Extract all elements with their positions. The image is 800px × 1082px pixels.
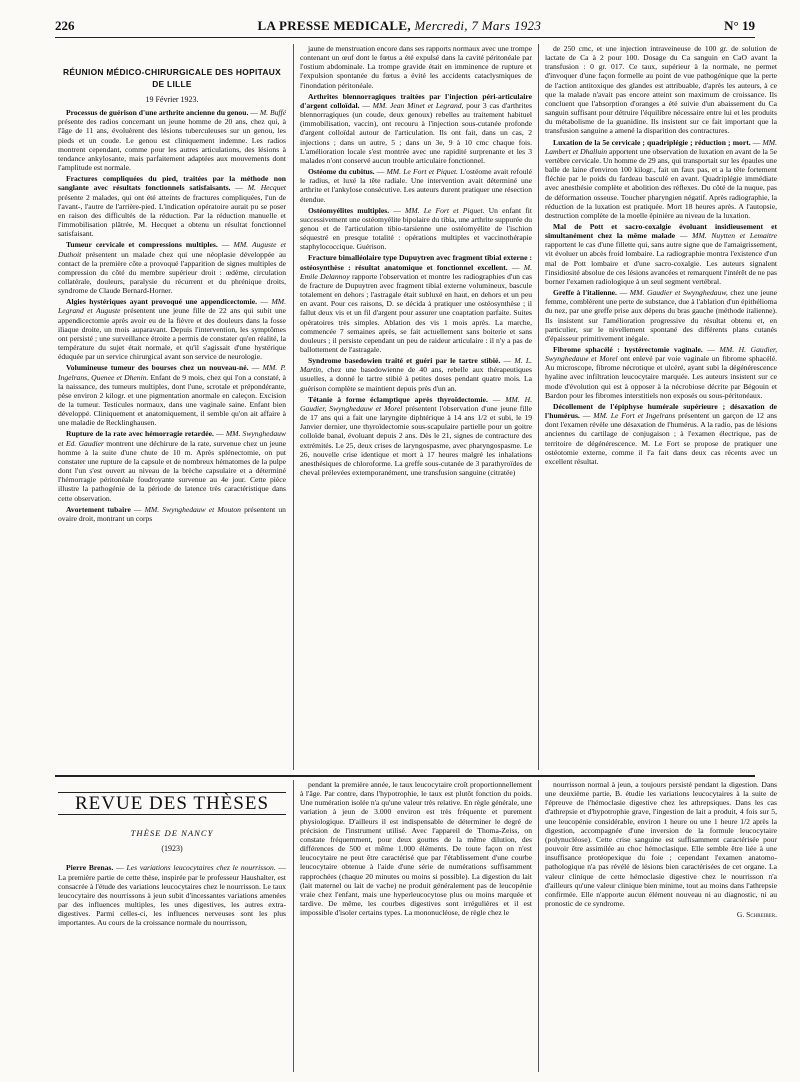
article-paragraph: Fibrome sphacélé : hystérectomie vaginale. — MM. H. Gaudier, Swynghedauw et Morel ont enlevé par voie vaginale un fibrome sphacélé. Au microscope, fibrome nécrotique et ulcéré, ayant subi la dégénérescence hyaline avec infiltration leucocytaire marquée. Les auteurs insistent sur ce mode d'évolution qui est à opposer à la nécrobiose décrite par Bégouin et Bardon pour les fibromes interstitiels non exposés ou sous-péritonéaux. [545,345,777,400]
article-paragraph: Pierre Brenas. — Les variations leucocytaires chez le nourrisson. — La première partie de cette thèse, inspirée par le professeur Haushalter, est consacrée à l'étude des variations leucocytaires chez le nourrisson. Le taux leucocytaire des nourrissons à jeun subit d'incessantes variations amenées par des influences multiples, les unes digestives, les autres extra-digestives. Parmi celles-ci, les influences nerveuses sont les plus importantes. Au cours de la croissance normale du nourrisson, [58,863,286,928]
article-paragraph: Volumineuse tumeur des bourses chez un nouveau-né. — MM. P. Ingelrans, Quenee et Dhenin. Enfant de 9 mois, chez qui l'on a constaté, à la naissance, des tumeurs multiples, dont l'une, scrotale et prépondérante, pèse environ 2 kilogr. et une pigmentation anormale en caleçon. Excision de la tumeur. Testicules normaux, dans une vaginale saine. Enfant bien développé. Cliniquement et anatomiquement, il semble qu'on ait affaire à une maladie de Recklinghausen. [58,363,286,428]
paragraph-list [58,108,286,523]
article-heading: Pierre Brenas. [66,863,114,873]
article-authors: M. L. Martin, [300,356,532,375]
section-title: RÉUNION MÉDICO-CHIRURGICALE DES HOPITAUX DE LILLE [63,67,281,89]
article-body: pendant la première année, le taux leucocytaire croît proportionnellement à l'âge. Par contre, dans l'hypotrophie, le taux est plutôt fonction du poids. Une numération isolée n'a qu'une valeur très relative. En règle générale, une variation à jeun de 3.000 environ est très fréquente et purement physiologique. D'ailleurs il est indispensable de déterminer le degré de précision de l'instrument utilisé. Avec l'appareil de Thoma-Zeiss, on constate fréquemment, pour deux gouttes de la même dilution, des différences de 500 et même 1.000 éléments. De toute façon on n'est leucocytaire ne peut être caractérisé que par l'établissement d'une courbe leucocytaire obtenue à l'aide d'une série de numérations suffisamment rapprochées (chaque 20 minutes ou moins si possible). La digestion du lait (lait maternel ou lait de vache) ne produit généralement pas de leucopénie vraie chez l'enfant, mais une hyperleucocytose plus ou moins marquée et tardive. De même, les courbes digestives sont irrégulières et il est impossible d'isoler certains types. La mononucléose, de règle chez le [300,780,532,918]
journal-name: LA PRESSE MEDICALE, [257,18,411,33]
these-year: (1923) [161,844,183,854]
article-heading: Fractures compliquées du pied, traitées par la méthode non sanglante avec résultats fonctionnels satisfaisants. [58,174,286,193]
article-authors: MM. Le Fort et Piquet. [405,205,485,215]
article-heading: Ostéomyélites multiples. [308,205,390,215]
article-body: présentent l'observation d'une jeune fille de 17 ans qui a fait une laryngite diphtérique à 14 ans 1/2 et subi, le 19 Janvier dernier, une thyroïdectomie sous-scapulaire partielle pour un goitre colloïde banal, évoluant depuis 2 ans. Dès le 21, signes de contracture des extrémités. Le 25, deux crises de laryngospasme, avec pharyngospasme. Le 26, nouvelle crise identique et mort à 17 heures malgré les inhalations anesthésiques de chloroforme. La greffe sous-cutanée de 3 parathyroïdes de cheval prélevées extemporanément, une transfusion sanguine (citratée) [300,403,532,478]
article-body: montrent une déchirure de la rate, survenue chez un jeune homme à la suite d'une chute de 10 m. Après splénectomie, on put constater une rupture de la capsule et de nombreux hématomes de la pulpe dont l'un s'est ouvert au niveau de la brèche capsulaire et a déterminé l'hémorragie péritonéale foudroyante survenue au 4e jour. Cette pièce illustre la pathogénie de la période de latence très caractéristique dans cette observation. [58,438,286,503]
article-authors: MM. Legrand et Auguste [58,297,286,316]
article-authors: M. Hecquet [247,183,286,193]
article-authors: MM. Nuytten et Lemaitre [692,231,777,241]
article-body: rapportent le cas d'une fillette qui, sans autre signe que de l'amaigrissement, vit évoluer un abcès froid lombaire. La radiographie montra l'existence d'un mal de Pott lombaire et d'une sacro-coxalgie. Les auteurs signalent l'insidiosité absolue de ces lésions avancées et remarquent l'intérêt de ne pas borner l'examen radiologique à un seul segment vertébral. [545,240,777,286]
article-paragraph: Arthrites blennorragiques traitées par l'injection péri-articulaire d'argent colloïdal. — MM. Jean Minet et Legrand, pour 3 cas d'arthrites blennorragiques (un coude, deux genoux) rebelles au traitement habituel (immobilisation, vaccin), ont recouru à l'injection sous-cutanée profonde d'argent colloïdal autour de l'articulation. Ils ont fait, dans un cas, 2 injections ; dans un autre, 5 ; dans un 3e, 9 à 10 cmc chaque fois. L'amélioration locale s'est montrée avec une rapidité surprenante et les 3 malades n'ont conservé aucun trouble articulaire fonctionnel. [300,91,532,165]
article-heading: Greffe à l'italienne. [553,288,617,298]
article-body: nourrisson normal à jeun, a toujours persisté pendant la digestion. Dans une deuxième partie, B. étudie les variations leucocytaires à la suite de l'épreuve de l'hémoclasie digestive chez les athrepsiques. Dans les cas d'athrepsie et d'hypotrophie grave, l'ingestion de lait a produit, 4 fois sur 5, une leucopénie considérable, environ 1 heure ou une 1 heure 1/2 après la digestion, accompagnée d'une inversion de la formule leucocytaire (polynucléose). Cette crise sanguine est suffisamment caractérisée pour pouvoir être assimilée au choc hémoclasique. Elle semble être liée à une insuffisance protéopexique du foie ; cependant l'examen anatomo-pathologique n'a pas révélé de lésions bien caractérisées de cet organe. La valeur clinique de cette hémoclasie digestive chez le nourrisson n'a d'ailleurs qu'une valeur clinique bien minime, tout au moins dans l'athrepsie confirmée. Elle n'apporte aucun élément nouveau ni au diagnostic, ni au pronostic de ce syndrome. [545,780,777,909]
article-authors: Les variations leucocytaires chez le nourrisson. [126,863,276,873]
article-paragraph [545,780,777,908]
article-paragraph: Tumeur cervicale et compressions multiples. — MM. Auguste et Duthoit présentent un malade chez qui une néoplasie développée au contact de la première côte a provoqué l'apparition de signes multiples de compression du côté du membre supérieur droit : œdème, circulation collatérale, douleurs, paralysie du récurrent et du phrénique droits, syndrome de Claude Bernard-Horner. [58,240,286,296]
article-body: présente 2 malades, qui ont été atteints de fractures compliquées, l'un de l'avant-, l'autre de l'arrière-pied. L'indication opératoire aurait pu se poser en raison des difficultés de la réduction. Par la réduction manuelle et l'immobilisation plâtrée, M. Hecquet a obtenu un résultat fonctionnel satisfaisant. [58,192,286,239]
running-header [55,14,755,38]
article-heading: Syndrome basedowien traité et guéri par le tartre stibié. [308,356,501,366]
column-rule [293,780,294,1072]
signature: G. Schreiber. [736,910,777,920]
article-heading: Avortement tubaire [66,504,131,514]
article-authors: MM. Le Fort et Piquet. [386,167,458,177]
article-heading: Arthrites blennorragiques traitées par l'injection péri-articulaire d'argent colloïdal. [300,91,532,110]
article-authors: MM. Swynghedauw et Ed. Gaudier [58,429,286,448]
article-body: Un enfant fit successivement une ostéomyélite bipolaire du tibia, une arthrite suppurée du genou et de l'articulation tibio-tarsienne une ostéomyélite de l'ischion séquestré en presque totalité : opérations multiples et vaccinothérapie staphylococcique. Guérison. [300,205,532,252]
article-heading: Algies hystériques ayant provoqué une appendicectomie. [66,297,257,307]
article-body: rapporte l'observation et montre les radiographies d'un cas de fracture de Dupuytren avec fragment tibial externe volumineux, bascule totalement en dehors ; l'astragale était subluxé en haut, en dehors et un peu en avant. Pour ces raisons, D. se décida à pratiquer une ostéosynthèse ; il fallut deux vis et un fil d'argent pour assurer une coaptation parfaite. Suites opératoires très simples. Ablation des vis 1 mois après. La marche, commencée 7 semaines après, se fait actuellement sans boiterie et sans douleurs ; il persiste cependant un peu de raideur articulaire : il n'y a pas de ballottement de l'astragale. [300,271,532,354]
paragraph-list [545,780,777,908]
article-body: présentent une jeune fille de 22 ans qui subit une appendicectomie après avoir eu de la fièvre et des douleurs dans la fosse iliaque droite, un mois auparavant. Depuis l'intervention, les symptômes ont persisté ; une surveillance étroite a permis de constater qu'en réalité, la température du sujet était normale, et qu'il s'agissait d'une hystérique éduquée par un service chirurgical avant son service de neurologie. [58,306,286,362]
article-paragraph: Ostéome du cubitus. — MM. Le Fort et Piquet. L'ostéome avait refoulé le radius, et luxé la tête radiale. Une intervention avait déterminé une arthrite et l'ankylose consécutive. Les auteurs durent pratiquer une résection étendue. [300,167,532,204]
article-heading: Rupture de la rate avec hémorragie retardée. [66,429,214,439]
page-number: 226 [55,18,75,33]
column-rule [538,780,539,1072]
issue-number: N° 19 [724,18,755,33]
article-authors: MM. H. Gaudier, Swynghedauw et Morel [545,345,777,364]
article-paragraph: Luxation de la 5e cervicale ; quadriplégie ; réduction ; mort. — MM. Lambert et Dhalluin apportent une observation de luxation en avant de la 5e vertèbre cervicale. Un homme de 29 ans, qui transportait sur les épaules une balle de laine d'environ 100 kilogr., fait un faux pas, et a la tête fortement fléchie par le poids du fardeau basculé en avant. Quadriplégie immédiate avec anesthésie complète et abolition des réflexes. Du côté de la nuque, pas de déformation osseuse. Toucher pharyngien négatif. Après radiographie, la réduction de la luxation est pratiquée. Mort 18 heures après. A l'autopsie, destruction complète de la moelle épinière au niveau de la luxation. [545,137,777,220]
column-3 [545,44,777,770]
issue-date: Mercredi, 7 Mars 1923 [414,18,542,33]
article-body: — La première partie de cette thèse, inspirée par le professeur Haushalter, est consacrée à l'étude des variations leucocytaires chez le nourrisson. Le taux leucocytaire des nourrissons à jeun subit d'incessantes variations amenées par des influences multiples, les unes digestives, les autres extra-digestives. Parmi celles-ci, les influences nerveuses sont les plus importantes. Au cours de la croissance normale du nourrisson, [58,863,286,928]
article-paragraph [300,780,532,917]
article-paragraph: Rupture de la rate avec hémorragie retardée. — MM. Swynghedauw et Ed. Gaudier montrent une déchirure de la rate, survenue chez un jeune homme à la suite d'une chute de 10 m. Après splénectomie, on put constater une rupture de la capsule et de nombreux hématomes de la pulpe dont l'un s'est ouvert au niveau de la brèche capsulaire et a déterminé l'hémorragie péritonéale foudroyante survenue au 4e jour. Cette pièce illustre la pathogénie de la période de latence très caractéristique dans cette observation. [58,429,286,503]
article-body: chez une jeune femme, comblèrent une perte de substance, due à l'ablation d'un épithélioma du nez, par une greffe prise aux dépens du bras gauche (méthode italienne). Ils insistent sur l'amélioration progressive du résultat obtenu et, en particulier, sur le nivellement spontané des différents plans cutanés d'épaisseur primitivement inégale. [545,288,777,343]
article-paragraph: Algies hystériques ayant provoqué une appendicectomie. — MM. Legrand et Auguste présentent une jeune fille de 22 ans qui subit une appendicectomie après avoir eu de la fièvre et des douleurs dans la fosse iliaque droite, un mois auparavant. Depuis l'intervention, les symptômes ont persisté ; une surveillance étroite a permis de constater qu'en réalité, la température du sujet était normale, et qu'il s'agissait d'une hystérique éduquée par un service chirurgical avant son service de neurologie. [58,297,286,362]
article-paragraph: Avortement tubaire — MM. Swynghedauw et Mouton présentent un ovaire droit, montrant un corps [58,504,286,523]
article-heading: Volumineuse tumeur des bourses chez un nouveau-né. [66,363,249,373]
article-heading: Tétanie à forme éclamptique après thyroïdectomie. [308,394,488,404]
article-authors: MM. Gaudier et Swynghedauw, [629,288,728,298]
article-body: présentent un ovaire droit, montrant un corps [58,504,286,523]
article-authors: MM. Lambert et Dhalluin [545,137,777,156]
article-paragraph: Processus de guérison d'une arthrite ancienne du genou. — M. Buffé présente des radios concernant un jeune homme de 20 ans, chez qui, à l'âge de 11 ans, évoluèrent des lésions tuberculeuses sur un genou, les pieds et un coude. Le genou est cliniquement indemne. Les radios montrent cependant, comme pour les autres articulations, des lésions à tendance ankylosante, mais parfaitement adaptées aux mouvements dont l'amplitude est normale. [58,108,286,173]
article-body: pour 3 cas d'arthrites blennorragiques (un coude, deux genoux) rebelles au traitement habituel (immobilisation, vaccin), ont recouru à l'injection sous-cutanée profonde d'argent colloïdal autour de l'articulation. Ils ont fait, dans un cas, 2 injections ; dans un autre, 5 ; dans un 3e, 9 à 10 cmc chaque fois. L'amélioration locale s'est montrée avec une rapidité surprenante et les 3 malades n'ont conservé aucun trouble articulaire fonctionnel. [300,100,532,165]
article-body: apportent une observation de luxation en avant de la 5e vertèbre cervicale. Un homme de 29 ans, qui transportait sur les épaules une balle de laine d'environ 100 kilogr., fait un faux pas, et a la tête fortement fléchie par le poids du fardeau basculé en avant. Quadriplégie immédiate avec anesthésie complète et abolition des réflexes. Du côté de la nuque, pas de déformation osseuse. Toucher pharyngien négatif. Après radiographie, la réduction de la luxation est pratiquée. Mort 18 heures après. A l'autopsie, destruction complète de la moelle épinière au niveau de la luxation. [545,146,777,220]
revue-column-1 [58,780,286,1072]
article-authors: MM. Swynghedauw et Mouton [144,504,241,514]
article-body: jaune de menstruation encore dans ses rapports normaux avec une trompe contenant un œuf dont le fœtus a été expulsé dans la cavité péritonéale par l'ostium abdominale. La trompe gravide était en imminence de rupture et l'expulsion spontanée du fœtus a évité les accidents cataclysmiques de l'inondation péritonéale. [300,44,532,90]
revue-column-3 [545,780,777,1072]
article-paragraph: Fracture bimalléolaire type Dupuytren avec fragment tibial externe : ostéosynthèse : résultat anatomique et fonctionnel excellent. — M. Emile Delannoy rapporte l'observation et montre les radiographies d'un cas de fracture de Dupuytren avec fragment tibial externe volumineux, bascule totalement en dehors ; l'astragale était subluxé en haut, en dehors et un peu en avant. Pour ces raisons, D. se décida à pratiquer une ostéosynthèse ; il fallut deux vis et un fil d'argent pour assurer une coaptation parfaite. Suites opératoires très simples. Ablation des vis 1 mois après. La marche, commencée 7 semaines après, se fait actuellement sans boiterie et sans douleurs ; il persiste cependant un peu de raideur articulaire : il n'y a pas de ballottement de l'astragale. [300,253,532,354]
article-authors: MM. Auguste et Duthoit [58,240,286,259]
paragraph-list [300,44,532,477]
journal-title-line [258,18,542,34]
article-paragraph: Syndrome basedowien traité et guéri par le tartre stibié. — M. L. Martin, chez une basedowienne de 40 ans, rebelle aux thérapeutiques usuelles, a donné le tartre stibié à petites doses pendant quatre mois. La guérison complète se maintient depuis près d'un an. [300,356,532,393]
article-body: présentent un malade chez qui une néoplasie développée au contact de la première côte a provoqué l'apparition de signes multiples de compression du côté du membre supérieur droit : œdème, circulation collatérale, douleurs, paralysie du récurrent et du phrénique droits, syndrome de Claude Bernard-Horner. [58,249,286,296]
revue-title: REVUE DES THÈSES [58,792,286,815]
revue-column-2 [300,780,532,1072]
article-paragraph: Tétanie à forme éclamptique après thyroïdectomie. — MM. H. Gaudier, Swynghedauw et Morel présentent l'observation d'une jeune fille de 17 ans qui a fait une laryngite diphtérique à 14 ans 1/2 et subi, le 19 Janvier dernier, une thyroïdectomie sous-scapulaire partielle pour un goitre colloïde banal, évoluant depuis 2 ans. Dès le 21, signes de contracture des extrémités. Le 25, deux crises de laryngospasme, avec pharyngospasme. Le 26, nouvelle crise identique et mort à 17 heures malgré les inhalations anesthésiques de chloroforme. La greffe sous-cutanée de 3 parathyroïdes de cheval prélevées extemporanément, une transfusion sanguine (citratée) [300,394,532,478]
column-2 [300,44,532,770]
paragraph-list [58,863,286,927]
article-authors: MM. Jean Minet et Legrand, [372,100,464,110]
article-authors: MM. Le Fort et Ingelrans [593,411,676,421]
article-paragraph: Ostéomyélites multiples. — MM. Le Fort et Piquet. Un enfant fit successivement une ostéomyélite bipolaire du tibia, une arthrite suppurée du genou et de l'articulation tibio-tarsienne une ostéomyélite de l'ischion séquestré en presque totalité : opérations multiples et vaccinothérapie staphylococcique. Guérison. [300,205,532,252]
article-heading: Mal de Pott et sacro-coxalgie évoluant insidieusement et simultanément chez la même malade [545,221,777,241]
article-paragraph: Décollement de l'épiphyse humérale supérieure ; désaxation de l'humérus. — MM. Le Fort et Ingelrans présentent un garçon de 12 ans dont l'examen révèle une désaxation de l'humérus. A la radio, pas de lésions anciennes du cartilage de conjugaison ; à l'examen électrique, pas de territoire de dégénérescence. M. Le Fort se propose de pratiquer une ostéotomie externe, comme il l'a fait dans deux cas récents avec un excellent résultat. [545,401,777,466]
article-body: de 250 cmc, et une injection intraveineuse de 100 gr. de solution de lactate de Ca à 2 pour 100. Dosage du Ca sanguin en CaO avant la transfusion : 0 gr. 017. Ce taux, supérieur à la normale, ne permet d'invoquer d'une façon formelle au point de vue pathogénique que la perte de l'action antitoxique des glandes est attribuable, d'après les auteurs, à ce que la malade n'avait pas encore atteint son maximum de croissance. Ils concluent que l'absorption d'oranges a été suivie d'un abaissement du Ca sanguin suffisant pour détruire l'équilibre nécessaire entre lui et les produits du métabolisme de la guanidine. Ils insistent sur ce fait important que la transfusion sanguine a amené la disparition des contractures. [545,44,777,136]
article-heading: Fracture bimalléolaire type Dupuytren avec fragment tibial externe : ostéosynthèse : résultat anatomique et fonctionnel excellent. [300,253,532,272]
article-heading: Décollement de l'épiphyse humérale supérieure ; désaxation de l'humérus. [545,401,777,421]
article-authors: M. Buffé [259,108,286,118]
paragraph-list [545,44,777,466]
article-authors: MM. P. Ingelrans, Quenee et Dhenin. [58,363,286,382]
article-body: présente des radios concernant un jeune homme de 20 ans, chez qui, à l'âge de 11 ans, évoluèrent des lésions tuberculeuses sur un genou, les pieds et un coude. Le genou est cliniquement indemne. Les radios montrent cependant, comme pour les autres articulations, des lésions à tendance ankylosante, mais parfaitement adaptées aux mouvements dont l'amplitude est normale. [58,117,286,173]
article-body: Enfant de 9 mois, chez qui l'on a constaté, à la naissance, des tumeurs multiples, dont l'une, scrotale et prépondérante, pèse environ 2 kilogr. et une pigmentation anormale en caleçon. Excision de la tumeur. Testicules normaux, dans une vaginale saine. Enfant bien développé. Cliniquement et anatomiquement, il semble qu'on ait affaire à une maladie de Recklinghausen. [58,372,286,428]
column-1 [58,58,286,768]
article-paragraph [300,44,532,90]
article-paragraph: Greffe à l'italienne. — MM. Gaudier et Swynghedauw, chez une jeune femme, comblèrent une perte de substance, due à l'ablation d'un épithélioma du nez, par une greffe prise aux dépens du bras gauche (méthode italienne). Ils insistent sur l'amélioration progressive du résultat obtenu et, en particulier, sur le nivellement spontané des différents plans cutanés d'épaisseur primitivement inégale. [545,288,777,343]
section-divider [55,775,755,777]
column-rule [293,44,294,770]
these-subtitle: THÈSE DE NANCY [130,828,214,839]
session-date: 19 Février 1923. [145,95,199,104]
article-heading: Tumeur cervicale et compressions multiples. [66,240,218,250]
paragraph-list [300,780,532,917]
article-body: présentent un garçon de 12 ans dont l'examen révèle une désaxation de l'humérus. A la radio, pas de lésions anciennes du cartilage de conjugaison ; à l'examen électrique, pas de territoire de dégénérescence. M. Le Fort se propose de pratiquer une ostéotomie externe, comme il l'a fait dans deux cas récents avec un excellent résultat. [545,411,777,466]
article-body: ont enlevé par voie vaginale un fibrome sphacélé. Au microscope, fibrome nécrotique et ulcéré, ayant subi la dégénérescence hyaline avec infiltration leucocytaire marquée. Les auteurs insistent sur ce mode d'évolution qui est à opposer à la nécrobiose décrite par Bégouin et Bardon pour les fibromes interstitiels non exposés ou sous-péritonéaux. [545,354,777,400]
article-heading: Processus de guérison d'une arthrite ancienne du genou. [66,108,249,118]
article-body: chez une basedowienne de 40 ans, rebelle aux thérapeutiques usuelles, a donné le tartre stibié à petites doses pendant quatre mois. La guérison complète se maintient depuis près d'un an. [300,365,532,393]
article-paragraph: Mal de Pott et sacro-coxalgie évoluant insidieusement et simultanément chez la même malade — MM. Nuytten et Lemaitre rapportent le cas d'une fillette qui, sans autre signe que de l'amaigrissement, vit évoluer un abcès froid lombaire. La radiographie montra l'existence d'un mal de Pott lombaire et d'une sacro-coxalgie. Les auteurs signalent l'insidiosité absolue de ces lésions avancées et remarquent l'intérêt de ne pas borner l'examen radiologique à un seul segment vertébral. [545,221,777,286]
column-rule [538,44,539,770]
article-heading: Luxation de la 5e cervicale ; quadriplégie ; réduction ; mort. [553,137,751,147]
article-body: L'ostéome avait refoulé le radius, et luxé la tête radiale. Une intervention avait déterminé une arthrite et l'ankylose consécutive. Les auteurs durent pratiquer une résection étendue. [300,167,532,204]
article-paragraph: Fractures compliquées du pied, traitées par la méthode non sanglante avec résultats fonctionnels satisfaisants. — M. Hecquet présente 2 malades, qui ont été atteints de fractures compliquées, l'un de l'avant-, l'autre de l'arrière-pied. L'indication opératoire aurait pu se poser en raison des difficultés de la réduction. Par la réduction manuelle et l'immobilisation plâtrée, M. Hecquet a obtenu un résultat fonctionnel satisfaisant. [58,174,286,239]
article-authors: MM. H. Gaudier, Swynghedauw et Morel [300,394,532,413]
article-paragraph [545,44,777,136]
article-authors: M. Emile Delannoy [300,262,532,281]
article-heading: Ostéome du cubitus. [308,167,375,177]
article-heading: Fibrome sphacélé : hystérectomie vaginale. [553,345,703,354]
